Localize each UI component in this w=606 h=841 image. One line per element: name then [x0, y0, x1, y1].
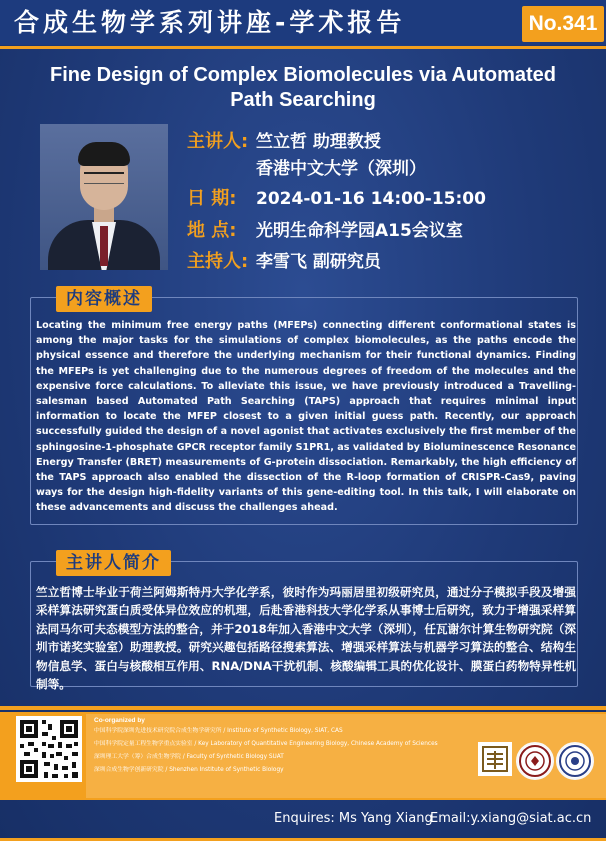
lecture-number-badge: No.341 — [522, 6, 604, 42]
co-organizer-2: 中国科学院定量工程生物学重点实验室 / Key Laboratory of Quantitative Engineering Biology, Chinese Academy of Sciences — [94, 741, 438, 747]
academy-seal-icon — [556, 742, 594, 780]
contact-email[interactable]: Email:y.xiang@siat.ac.cn — [430, 811, 592, 826]
co-organizer-3: 深圳理工大学（筹）合成生物学院 / Faculty of Synthetic Biology SUAT — [94, 754, 284, 760]
host-value: 李雪飞 副研究员 — [256, 252, 381, 272]
place-label: 地 点: — [187, 220, 237, 241]
speaker-photo — [40, 124, 168, 270]
university-seal-icon — [516, 742, 554, 780]
photo-glasses — [84, 172, 124, 184]
talk-title — [30, 63, 576, 113]
series-title: 合成生物学系列讲座-学术报告 — [14, 8, 406, 37]
co-organizer-1: 中国科学院深圳先进技术研究院合成生物学研究所 / Institute of Synthetic Biology, SIAT, CAS — [94, 728, 343, 734]
date-value: 2024-01-16 14:00-15:00 — [256, 189, 486, 209]
co-organized-title: Co-organized by — [94, 717, 145, 724]
date-label: 日 期: — [187, 188, 237, 209]
institute-logo-icon — [478, 742, 512, 776]
talk-title-line-1: Fine Design of Complex Biomolecules via Automated — [49, 64, 556, 86]
photo-hair — [78, 142, 130, 166]
speaker-affiliation: 香港中文大学（深圳） — [256, 159, 426, 179]
header-bar — [0, 0, 606, 45]
qr-code-icon — [16, 716, 82, 782]
abstract-text: Locating the minimum free energy paths (MFEPs) connecting different conformational states is among the major tasks for the simulations of complex biomolecules, as the paths encode the physical essence and therefore the underlying mechanism for their functional dynamics. Finding the MFEPs is yet challenging due to the numerous degrees of freedom of the molecules and the expensive force calculations. To alleviate this issue, we have previously introduced a Travelling-salesman based Automated Path Searching (TAPS) approach that requires minimal input information to locate the MFEP closest to a given initial guess path. Recently, our approach successfully guided the design of a novel agonist that activates exclusively the first member of the sphingosine-1-phosphate GPCR receptor family S1PR1, as validated by Bioluminescence Resonance Energy Transfer (BRET) measurements of G-protein dissociation. Remarkably, the high efficiency of the TAPS approach also enabled the dissection of the R-loop formation of CRISPR-Cas9, paving ways for the design high-fidelity variants of this gene-editing tool. In this talk, I will elaborate on these advancements and discuss the challenges ahead. — [36, 320, 576, 514]
footer-divider — [0, 706, 606, 710]
bio-tag: 主讲人简介 — [56, 550, 171, 576]
talk-title-line-2: Path Searching — [230, 89, 376, 111]
abstract-tag: 内容概述 — [56, 286, 152, 312]
speaker-name: 竺立哲 助理教授 — [256, 132, 381, 152]
host-label: 主持人: — [187, 251, 249, 272]
photo-tie — [100, 226, 108, 266]
co-organizer-4: 深圳合成生物学创新研究院 / Shenzhen Institute of Synthetic Biology — [94, 767, 284, 773]
place-value: 光明生命科学园A15会议室 — [256, 221, 463, 241]
header-divider — [0, 46, 606, 49]
speaker-label: 主讲人: — [187, 131, 249, 152]
enquiries-contact: Enquires: Ms Yang Xiang — [274, 811, 433, 826]
bio-text: 竺立哲博士毕业于荷兰阿姆斯特丹大学化学系，彼时作为玛丽居里初级研究员，通过分子模拟手段及增强采样算法研究蛋白质受体异位效应的机理，后赴香港科技大学化学系从事博士后研究，致力于增强采样算法同马尔可夫态模型方法的整合，并于2018年加入香港中文大学（深圳），任瓦谢尔计算生物研究院（深圳市诺奖实验室）助理教授。研究兴趣包括路径搜索算法、增强采样算法与机器学习算法的整合、结构生物信息学、蛋白与核酸相互作用、RNA/DNA干扰机制、核酸编辑工具的优化设计、膜蛋白药物特异性机制等。 — [36, 585, 576, 692]
